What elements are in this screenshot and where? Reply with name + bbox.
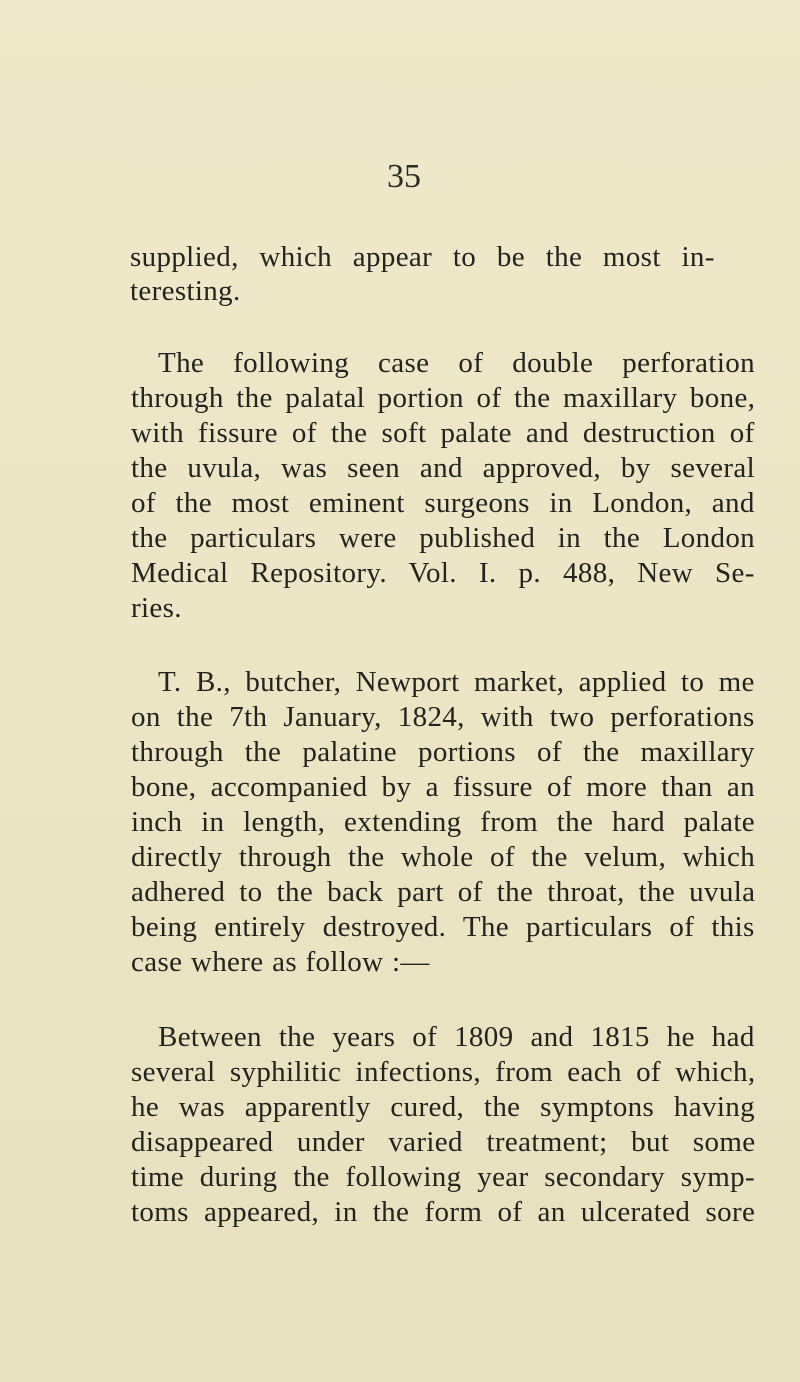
text-line: the particulars were published in the London (131, 522, 756, 554)
text-line: through the palatine portions of the maxillary (131, 736, 755, 768)
text-line: the uvula, was seen and approved, by several (131, 452, 756, 484)
text-line: on the 7th January, 1824, with two perforations (131, 701, 755, 733)
page-number: 35 (387, 158, 421, 195)
text-line: bone, accompanied by a fissure of more than an (131, 771, 755, 803)
text-line: time during the following year secondary symp- (131, 1161, 756, 1193)
text-line: The following case of double perforation (158, 347, 755, 379)
text-line: toms appeared, in the form of an ulcerated sore (131, 1196, 756, 1228)
text-line: adhered to the back part of the throat, the uvula (131, 876, 756, 908)
text-line: directly through the whole of the velum, which (131, 841, 756, 873)
text-line: of the most eminent surgeons in London, and (131, 487, 755, 519)
text-line: being entirely destroyed. The particulars of this (131, 911, 755, 943)
text-line: several syphilitic infections, from each of which, (131, 1056, 756, 1088)
text-line: with fissure of the soft palate and destruction of (131, 417, 755, 449)
text-line: case where as follow :— (131, 946, 430, 978)
text-line: supplied, which appear to be the most in- (130, 241, 715, 273)
text-line: inch in length, extending from the hard palate (131, 806, 755, 838)
text-line: teresting. (130, 275, 241, 307)
text-line: Medical Repository. Vol. I. p. 488, New Se- (131, 557, 755, 589)
text-line: disappeared under varied treatment; but some (131, 1126, 756, 1158)
text-line: T. B., butcher, Newport market, applied to me (158, 666, 755, 698)
text-line: he was apparently cured, the symptons having (131, 1091, 755, 1123)
text-line: through the palatal portion of the maxillary bone, (131, 382, 756, 414)
text-line: ries. (131, 592, 182, 624)
text-line: Between the years of 1809 and 1815 he had (158, 1021, 755, 1053)
